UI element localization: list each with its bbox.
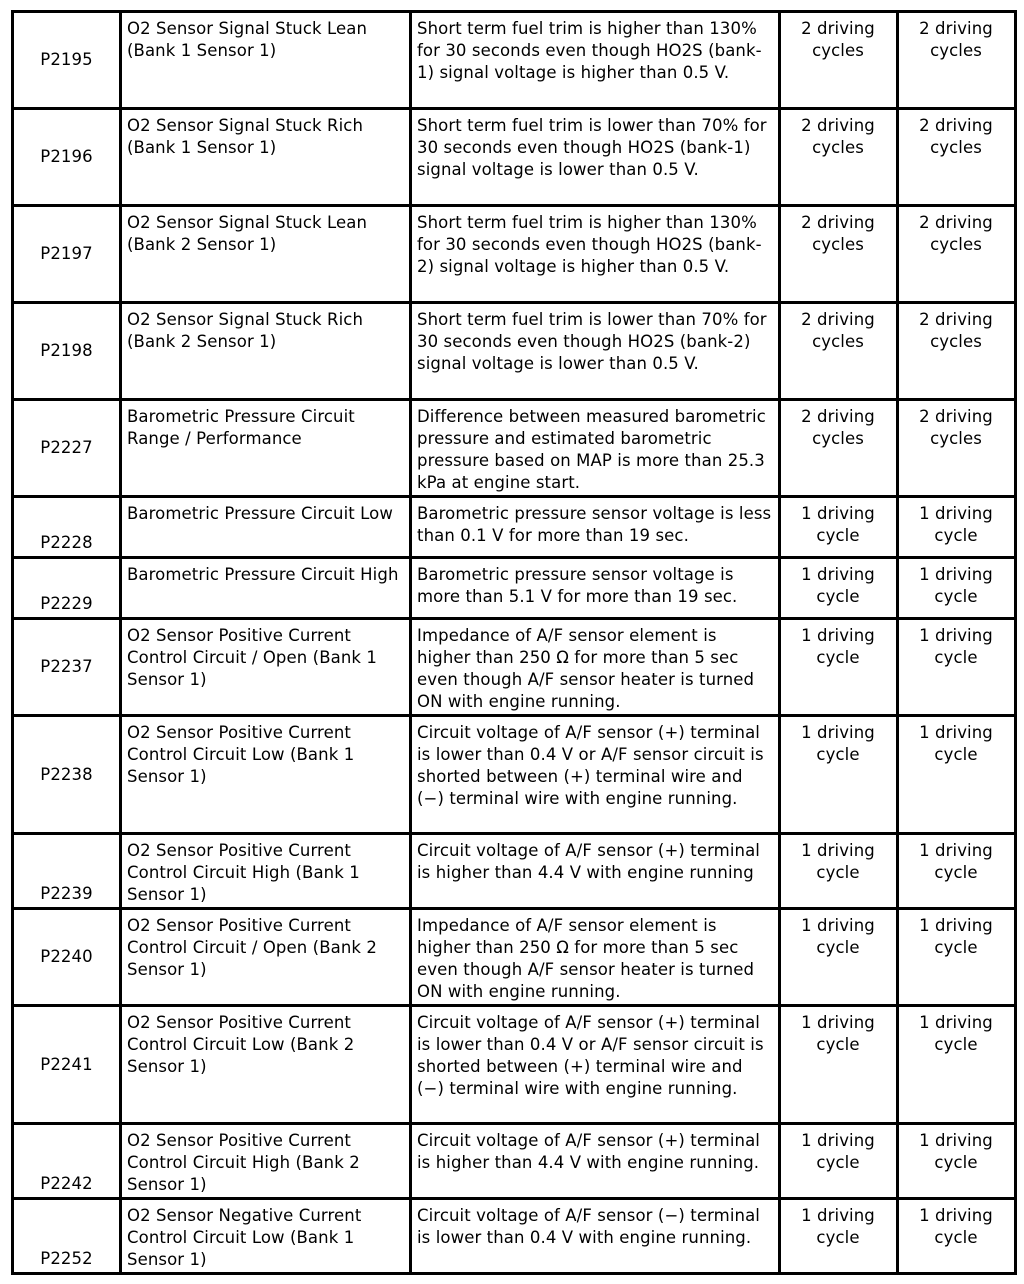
trip-cycles: 2 driving cycles — [898, 303, 1016, 400]
table-row — [13, 303, 1016, 400]
trip-cycles: 1 driving cycle — [780, 716, 898, 834]
dtc-code: P2242 — [13, 1124, 121, 1199]
table-row — [13, 109, 1016, 206]
trip-cycles: 1 driving cycle — [898, 1124, 1016, 1199]
table-row — [13, 1124, 1016, 1199]
detection-condition: Short term fuel trim is higher than 130% for 30 seconds even though HO2S (bank-2) signal voltage is higher than 0.5 V. — [411, 206, 780, 303]
trip-cycles: 1 driving cycle — [898, 619, 1016, 716]
dtc-code: P2239 — [13, 834, 121, 909]
dtc-code: P2228 — [13, 497, 121, 558]
detection-condition: Impedance of A/F sensor element is higher than 250 Ω for more than 5 sec even though A/F sensor heater is turned ON with engine running. — [411, 909, 780, 1006]
dtc-name: Barometric Pressure Circuit Range / Performance — [121, 400, 411, 497]
detection-condition: Barometric pressure sensor voltage is more than 5.1 V for more than 19 sec. — [411, 558, 780, 619]
dtc-code: P2197 — [13, 206, 121, 303]
trip-cycles: 1 driving cycle — [780, 558, 898, 619]
detection-condition: Circuit voltage of A/F sensor (+) terminal is lower than 0.4 V or A/F sensor circuit is shorted between (+) terminal wire and (−) terminal wire with engine running. — [411, 1006, 780, 1124]
trip-cycles: 1 driving cycle — [898, 497, 1016, 558]
trip-cycles: 2 driving cycles — [780, 12, 898, 109]
trip-cycles: 2 driving cycles — [898, 400, 1016, 497]
detection-condition: Circuit voltage of A/F sensor (−) terminal is lower than 0.4 V with engine running. — [411, 1199, 780, 1274]
trip-cycles: 2 driving cycles — [898, 12, 1016, 109]
dtc-code: P2237 — [13, 619, 121, 716]
trip-cycles: 2 driving cycles — [898, 109, 1016, 206]
dtc-code: P2196 — [13, 109, 121, 206]
dtc-name: Barometric Pressure Circuit High — [121, 558, 411, 619]
dtc-name: O2 Sensor Positive Current Control Circuit / Open (Bank 2 Sensor 1) — [121, 909, 411, 1006]
dtc-code: P2241 — [13, 1006, 121, 1124]
trip-cycles: 1 driving cycle — [780, 909, 898, 1006]
detection-condition: Barometric pressure sensor voltage is less than 0.1 V for more than 19 sec. — [411, 497, 780, 558]
trip-cycles: 2 driving cycles — [780, 400, 898, 497]
dtc-name: O2 Sensor Signal Stuck Lean (Bank 1 Sensor 1) — [121, 12, 411, 109]
trip-cycles: 1 driving cycle — [780, 834, 898, 909]
detection-condition: Circuit voltage of A/F sensor (+) terminal is higher than 4.4 V with engine running. — [411, 1124, 780, 1199]
trip-cycles: 1 driving cycle — [780, 497, 898, 558]
trip-cycles: 1 driving cycle — [780, 1006, 898, 1124]
trip-cycles: 2 driving cycles — [780, 303, 898, 400]
dtc-name: O2 Sensor Negative Current Control Circuit Low (Bank 1 Sensor 1) — [121, 1199, 411, 1274]
dtc-name: O2 Sensor Signal Stuck Rich (Bank 2 Sensor 1) — [121, 303, 411, 400]
trip-cycles: 2 driving cycles — [780, 206, 898, 303]
dtc-code: P2195 — [13, 12, 121, 109]
table-row — [13, 12, 1016, 109]
table-row — [13, 619, 1016, 716]
trip-cycles: 2 driving cycles — [780, 109, 898, 206]
table-row — [13, 400, 1016, 497]
trip-cycles: 1 driving cycle — [780, 1124, 898, 1199]
dtc-table — [11, 10, 1017, 1275]
detection-condition: Impedance of A/F sensor element is higher than 250 Ω for more than 5 sec even though A/F sensor heater is turned ON with engine running. — [411, 619, 780, 716]
table-row — [13, 909, 1016, 1006]
dtc-name: O2 Sensor Positive Current Control Circuit High (Bank 2 Sensor 1) — [121, 1124, 411, 1199]
dtc-code: P2252 — [13, 1199, 121, 1274]
dtc-code: P2229 — [13, 558, 121, 619]
detection-condition: Short term fuel trim is higher than 130% for 30 seconds even though HO2S (bank-1) signal voltage is higher than 0.5 V. — [411, 12, 780, 109]
dtc-name: O2 Sensor Positive Current Control Circuit Low (Bank 1 Sensor 1) — [121, 716, 411, 834]
table-row — [13, 497, 1016, 558]
trip-cycles: 1 driving cycle — [898, 716, 1016, 834]
detection-condition: Short term fuel trim is lower than 70% for 30 seconds even though HO2S (bank-1) signal voltage is lower than 0.5 V. — [411, 109, 780, 206]
table-row — [13, 206, 1016, 303]
dtc-code: P2227 — [13, 400, 121, 497]
dtc-code: P2240 — [13, 909, 121, 1006]
dtc-name: O2 Sensor Signal Stuck Lean (Bank 2 Sensor 1) — [121, 206, 411, 303]
dtc-name: O2 Sensor Signal Stuck Rich (Bank 1 Sensor 1) — [121, 109, 411, 206]
table-row — [13, 834, 1016, 909]
detection-condition: Circuit voltage of A/F sensor (+) terminal is higher than 4.4 V with engine running — [411, 834, 780, 909]
trip-cycles: 1 driving cycle — [898, 1006, 1016, 1124]
trip-cycles: 1 driving cycle — [898, 834, 1016, 909]
trip-cycles: 1 driving cycle — [898, 558, 1016, 619]
dtc-code: P2198 — [13, 303, 121, 400]
trip-cycles: 1 driving cycle — [898, 1199, 1016, 1274]
trip-cycles: 1 driving cycle — [780, 619, 898, 716]
detection-condition: Circuit voltage of A/F sensor (+) terminal is lower than 0.4 V or A/F sensor circuit is shorted between (+) terminal wire and (−) terminal wire with engine running. — [411, 716, 780, 834]
trip-cycles: 1 driving cycle — [780, 1199, 898, 1274]
dtc-name: O2 Sensor Positive Current Control Circuit High (Bank 1 Sensor 1) — [121, 834, 411, 909]
dtc-name: O2 Sensor Positive Current Control Circuit / Open (Bank 1 Sensor 1) — [121, 619, 411, 716]
detection-condition: Short term fuel trim is lower than 70% for 30 seconds even though HO2S (bank-2) signal voltage is lower than 0.5 V. — [411, 303, 780, 400]
dtc-code: P2238 — [13, 716, 121, 834]
dtc-name: O2 Sensor Positive Current Control Circuit Low (Bank 2 Sensor 1) — [121, 1006, 411, 1124]
trip-cycles: 2 driving cycles — [898, 206, 1016, 303]
trip-cycles: 1 driving cycle — [898, 909, 1016, 1006]
table-row — [13, 1199, 1016, 1274]
detection-condition: Difference between measured barometric pressure and estimated barometric pressure based on MAP is more than 25.3 kPa at engine start. — [411, 400, 780, 497]
table-row — [13, 558, 1016, 619]
table-row — [13, 716, 1016, 834]
dtc-name: Barometric Pressure Circuit Low — [121, 497, 411, 558]
table-row — [13, 1006, 1016, 1124]
